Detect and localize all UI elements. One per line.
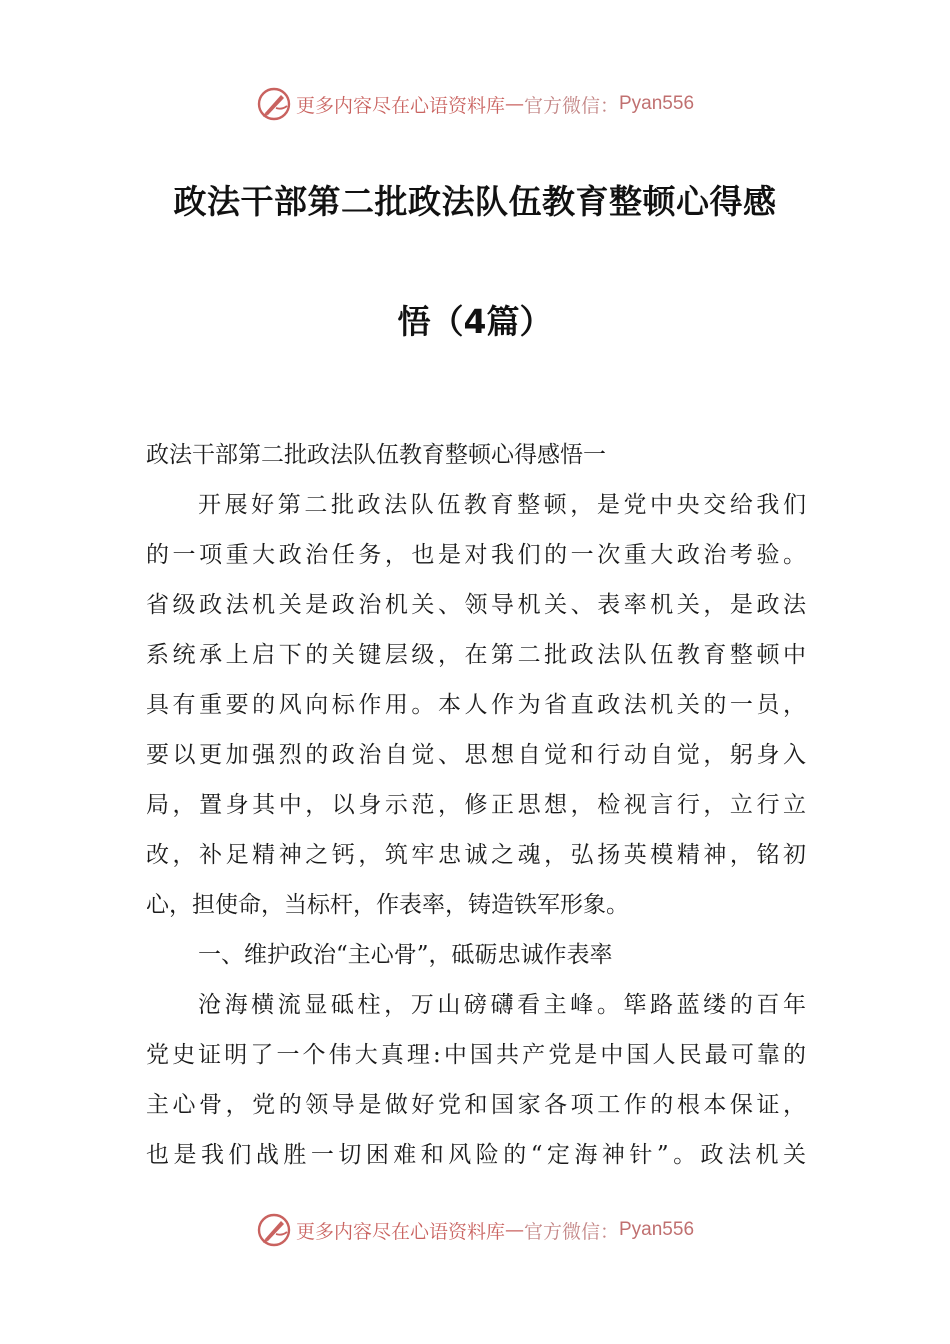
pen-logo-icon xyxy=(256,86,292,122)
watermark-main-text: 更多内容尽在心语资料库 xyxy=(295,94,505,117)
watermark-banner-bottom xyxy=(0,1208,950,1252)
watermark-dash: — xyxy=(504,1219,524,1241)
watermark-wechat-id: Pyan556 xyxy=(619,1219,695,1240)
body-line: 具有重要的风向标作用。本人作为省直政法机关的一员， xyxy=(146,692,806,718)
subsection-heading: 一、维护政治“主心骨”，砥砺忠诚作表率 xyxy=(198,942,613,968)
body-line: 心，担使命，当标杆，作表率，铸造铁军形象。 xyxy=(146,892,629,918)
watermark-wechat-id: Pyan556 xyxy=(619,93,695,114)
watermark-banner-top xyxy=(0,82,950,126)
body-line: 也是我们战胜一切困难和风险的“定海神针”。政法机关 xyxy=(146,1142,806,1168)
document-title-line-1: 政法干部第二批政法队伍教育整顿心得感 xyxy=(173,182,777,221)
body-line: 的一项重大政治任务，也是对我们的一次重大政治考验。 xyxy=(146,542,806,568)
section-heading-1: 政法干部第二批政法队伍教育整顿心得感悟一 xyxy=(146,442,606,468)
watermark-dash: — xyxy=(504,93,524,115)
body-line: 党史证明了一个伟大真理:中国共产党是中国人民最可靠的 xyxy=(146,1042,806,1068)
body-line: 改，补足精神之钙，筑牢忠诚之魂，弘扬英模精神，铭初 xyxy=(146,842,806,868)
watermark-official-label: 官方微信： xyxy=(523,94,619,117)
body-line: 省级政法机关是政治机关、领导机关、表率机关，是政法 xyxy=(146,592,806,618)
watermark-official-label: 官方微信： xyxy=(523,1220,619,1243)
document-title-line-2: 悟（4篇） xyxy=(397,302,553,341)
body-line: 要以更加强烈的政治自觉、思想自觉和行动自觉，躬身入 xyxy=(146,742,806,768)
body-line: 开展好第二批政法队伍教育整顿，是党中央交给我们 xyxy=(198,492,806,518)
body-line: 沧海横流显砥柱，万山磅礴看主峰。筚路蓝缕的百年 xyxy=(198,992,806,1018)
body-line: 主心骨，党的领导是做好党和国家各项工作的根本保证， xyxy=(146,1092,806,1118)
body-line: 局，置身其中，以身示范，修正思想，检视言行，立行立 xyxy=(146,792,806,818)
watermark-main-text: 更多内容尽在心语资料库 xyxy=(295,1220,505,1243)
body-line: 系统承上启下的关键层级，在第二批政法队伍教育整顿中 xyxy=(146,642,806,668)
pen-logo-icon xyxy=(256,1212,292,1248)
